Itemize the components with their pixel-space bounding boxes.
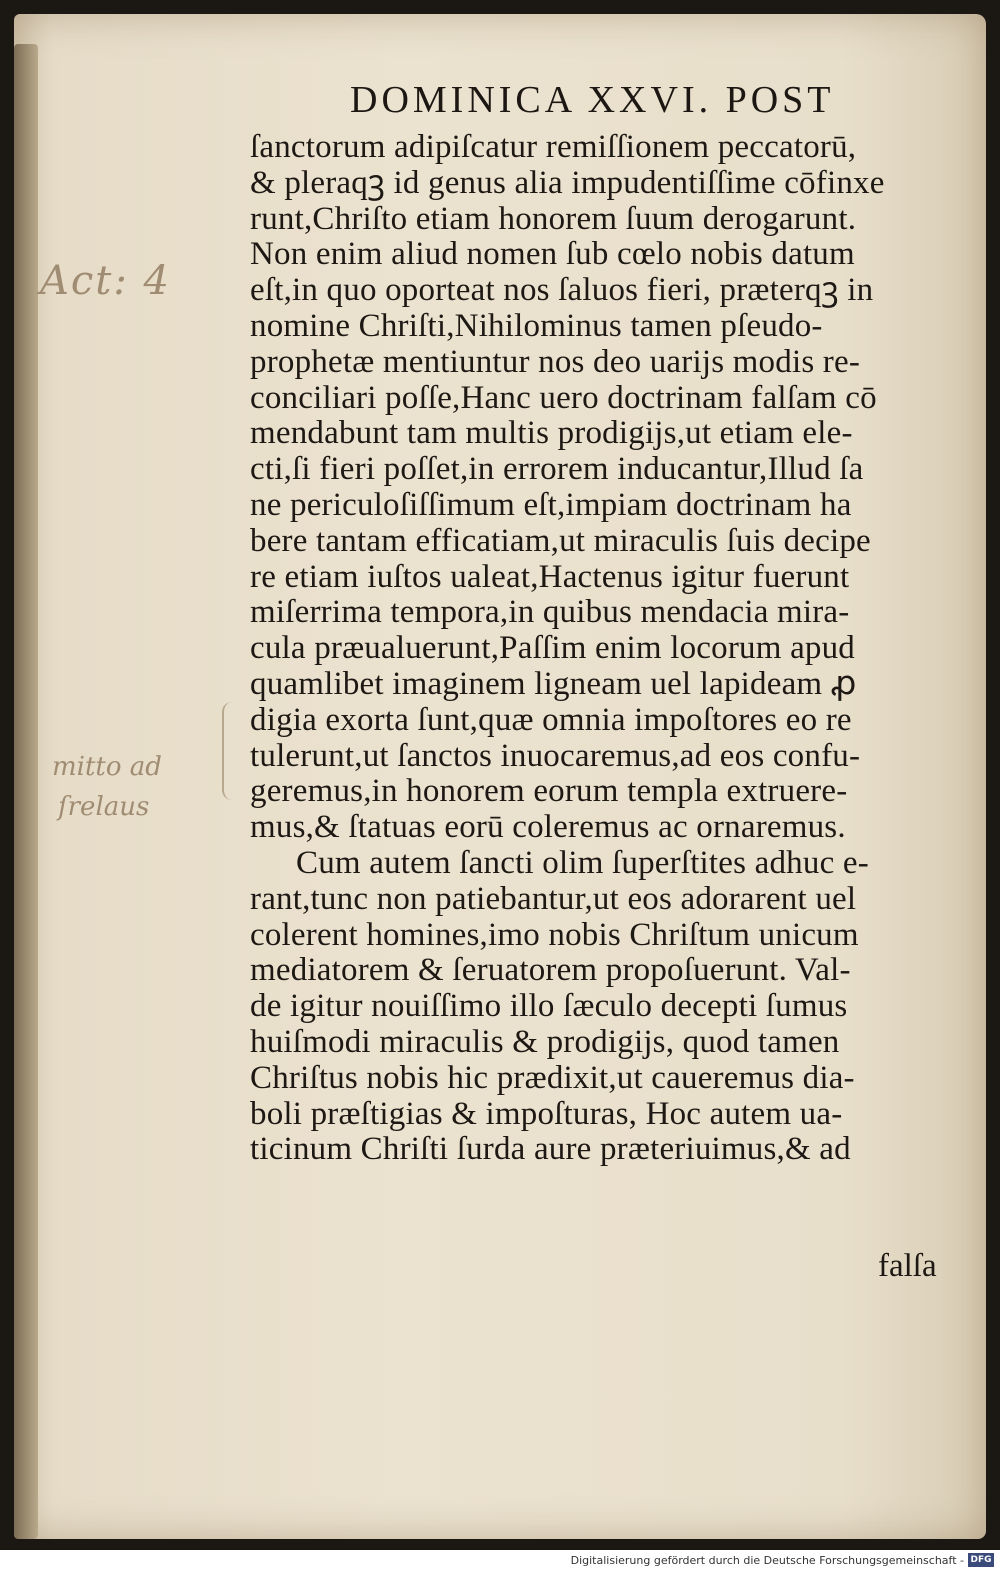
funding-note: Digitalisierung gefördert durch die Deutsche Forschungsgemeinschaft -	[570, 1554, 964, 1567]
text-line: ſanctorum adipiſcatur remiſſionem peccatorū,	[250, 129, 857, 165]
text-line: mendabunt tam multis prodigijs,ut etiam ele-	[250, 415, 853, 452]
text-line: geremus,in honorem eorum templa extruere-	[250, 773, 848, 810]
text-line: quamlibet imaginem ligneam uel lapideam ꝓ	[250, 665, 857, 702]
text-line: rant,tunc non patiebantur,ut eos adorarent uel	[250, 880, 857, 917]
text-line: re etiam iuſtos ualeat,Hactenus igitur fuerunt	[250, 558, 850, 595]
text-line: mediatorem & ſeruatorem propoſuerunt. Val-	[250, 952, 851, 989]
text-line: & pleraqꝫ id genus alia impudentiſſime cōfinxe	[250, 164, 885, 201]
margin-note-line-1: mitto ad	[52, 752, 162, 782]
margin-note-act-reference: Act: 4	[40, 258, 172, 304]
text-line: conciliari poſſe,Hanc uero doctrinam falſam cō	[250, 379, 877, 416]
text-line: Non enim aliud nomen ſub cœlo nobis datum	[250, 236, 855, 273]
margin-note-line-2: ſrelaus	[58, 792, 150, 822]
text-line: runt,Chriſto etiam honorem ſuum derogarunt.	[250, 200, 857, 237]
text-line: huiſmodi miraculis & prodigijs, quod tamen	[250, 1023, 840, 1060]
text-line: miſerrima tempora,in quibus mendacia mira-	[250, 594, 850, 631]
text-line: cula præualuerunt,Paſſim enim locorum apud	[250, 630, 856, 667]
text-line: mus,& ſtatuas eorū coleremus ac ornaremus.	[250, 809, 846, 846]
text-line: de igitur nouiſſimo illo ſæculo decepti ſumus	[250, 988, 848, 1025]
text-line: cti,ſi fieri poſſet,in errorem inducantur,Illud ſa	[250, 451, 864, 488]
text-line: colerent homines,imo nobis Chriſtum unicum	[250, 916, 859, 953]
text-line: Cum autem ſancti olim ſuperſtites adhuc e-	[296, 844, 869, 881]
text-line: eſt,in quo oporteat nos ſaluos fieri, præterqꝫ in	[250, 272, 874, 309]
text-line: Chriſtus nobis hic prædixit,ut caueremus dia-	[250, 1059, 855, 1096]
book-spine-edge	[14, 44, 38, 1539]
text-line: prophetæ mentiuntur nos deo uarijs modis re-	[250, 343, 861, 380]
text-line: ne periculoſiſſimum eſt,impiam doctrinam ha	[250, 486, 852, 523]
text-line: digia exorta ſunt,quæ omnia impoſtores eo re	[250, 701, 852, 738]
text-line: nomine Chriſti,Nihilominus tamen pſeudo-	[250, 307, 823, 344]
dfg-logo: DFG	[968, 1553, 994, 1567]
running-header: DOMINICA XXVI. POST	[350, 79, 835, 121]
text-line: tulerunt,ut ſanctos inuocaremus,ad eos confu-	[250, 737, 861, 774]
text-line: bere tantam efficatiam,ut miraculis ſuis decipe	[250, 522, 871, 559]
catchword: falſa	[878, 1248, 937, 1284]
text-line: boli præſtigias & impoſturas, Hoc autem ua-	[250, 1095, 843, 1132]
funding-footer	[0, 1550, 1000, 1572]
text-line: ticinum Chriſti ſurda aure præteriuimus,& ad	[250, 1131, 851, 1168]
body-text	[250, 130, 950, 1168]
margin-bracket	[222, 702, 238, 800]
